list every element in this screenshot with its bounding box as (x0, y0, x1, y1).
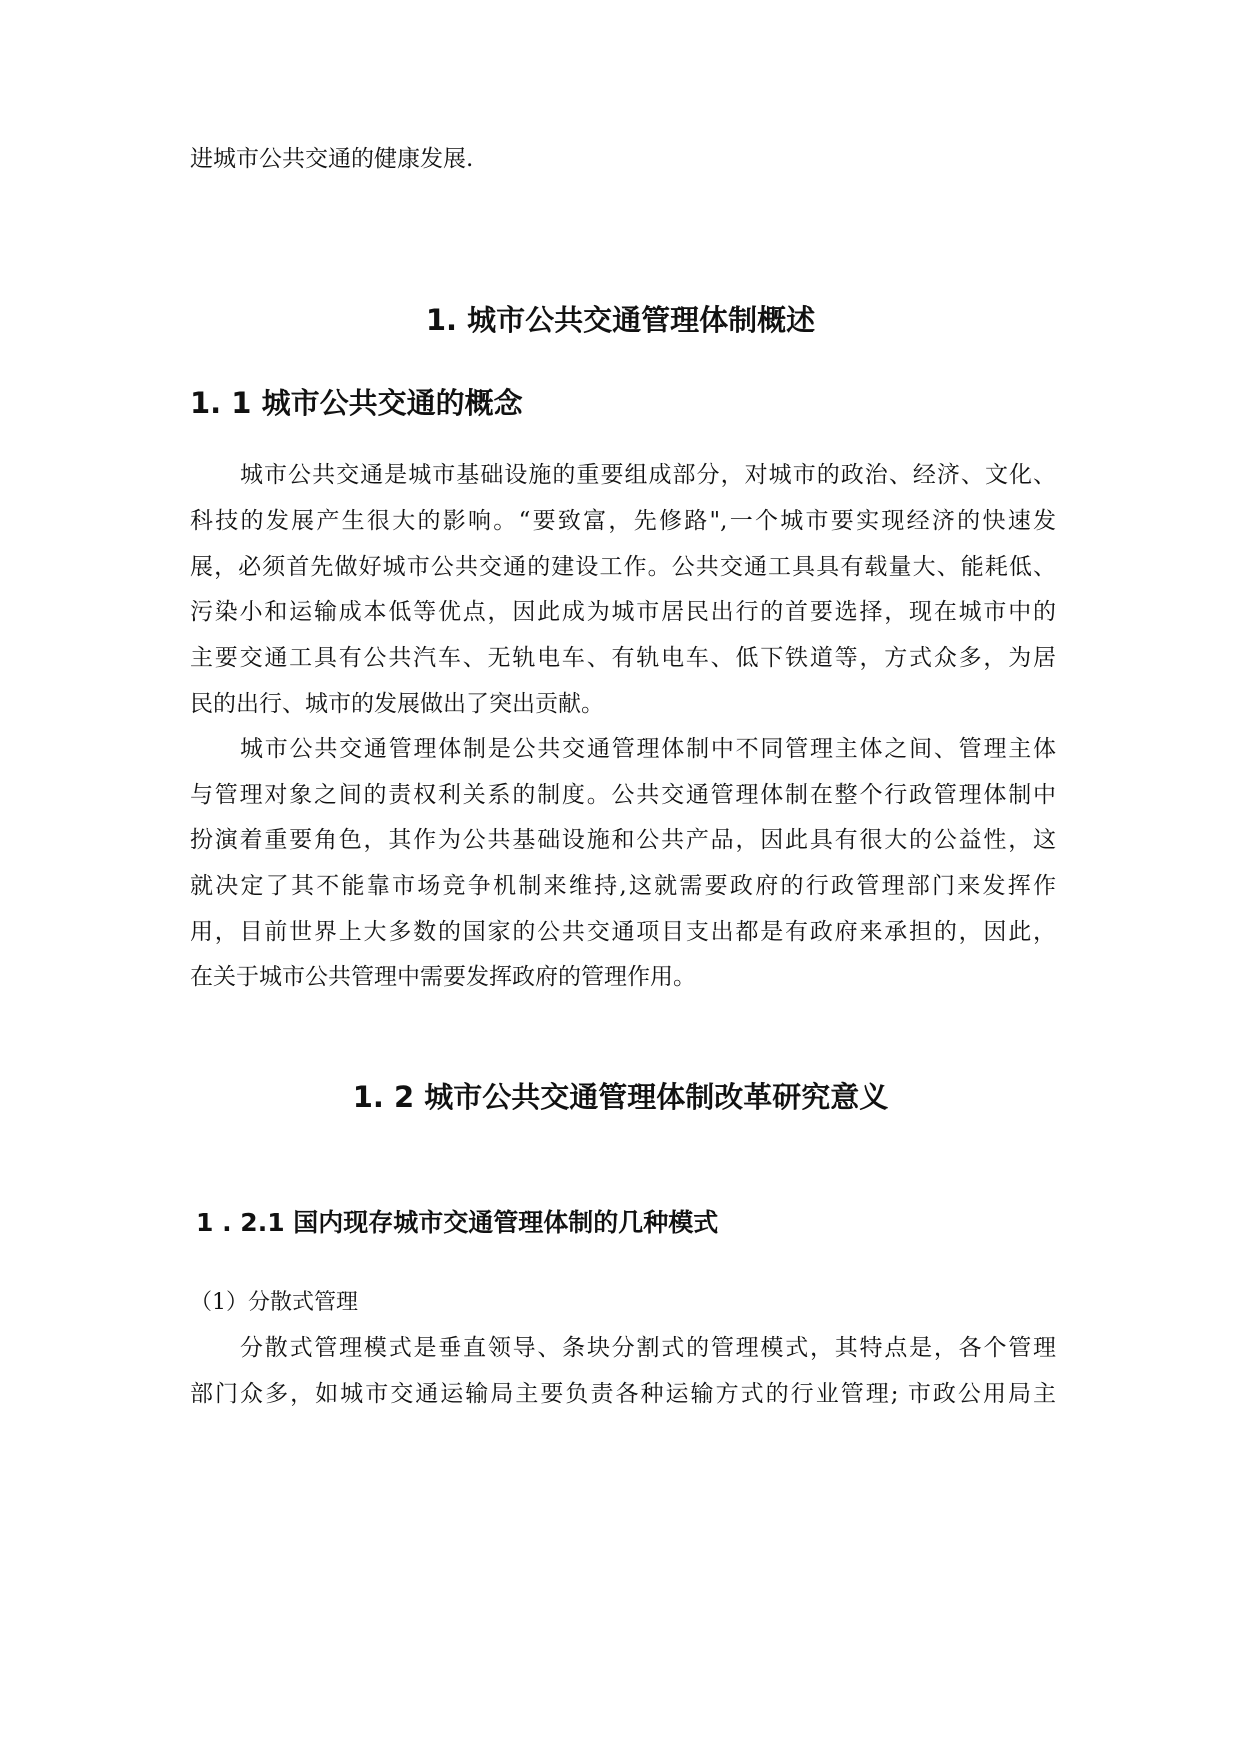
paragraph-line: 用，目前世界上大多数的国家的公共交通项目支出都是有政府来承担的，因此， (190, 919, 1056, 945)
chapter-title: 1. 城市公共交通管理体制概述 (425, 303, 816, 337)
paragraph-line: 展，必须首先做好城市公共交通的建设工作。公共交通工具具有载量大、能耗低、 (190, 554, 1056, 580)
section-1-2-title: 1. 2 城市公共交通管理体制改革研究意义 (352, 1080, 889, 1114)
paragraph-line: 污染小和运输成本低等优点，因此成为城市居民出行的首要选择，现在城市中的 (190, 599, 1056, 625)
paragraph-line: 科技的发展产生很大的影响。“要致富，先修路",一个城市要实现经济的快速发 (190, 508, 1056, 534)
intro-tail-line: 进城市公共交通的健康发展. (190, 146, 474, 172)
paragraph-line: 在关于城市公共管理中需要发挥政府的管理作用。 (190, 964, 696, 990)
paragraph-line: 城市公共交通是城市基础设施的重要组成部分，对城市的政治、经济、文化、 (240, 462, 1056, 488)
paragraph-line: 部门众多，如城市交通运输局主要负责各种运输方式的行业管理; 市政公用局主 (190, 1381, 1056, 1407)
paragraph-line: 扮演着重要角色，其作为公共基础设施和公共产品，因此具有很大的公益性，这 (190, 827, 1056, 853)
paragraph-line: 主要交通工具有公共汽车、无轨电车、有轨电车、低下铁道等，方式众多，为居 (190, 645, 1056, 671)
section-1-1-title: 1. 1 城市公共交通的概念 (190, 386, 523, 420)
paragraph-line: 与管理对象之间的责权利关系的制度。公共交通管理体制在整个行政管理体制中 (190, 782, 1056, 808)
mode-1-label: （1）分散式管理 (190, 1290, 358, 1315)
paragraph-line: 就决定了其不能靠市场竞争机制来维持,这就需要政府的行政管理部门来发挥作 (190, 873, 1056, 899)
section-1-2-1-title: 1 . 2.1 国内现存城市交通管理体制的几种模式 (196, 1208, 719, 1237)
paragraph-line: 分散式管理模式是垂直领导、条块分割式的管理模式，其特点是，各个管理 (240, 1335, 1056, 1361)
paragraph-line: 民的出行、城市的发展做出了突出贡献。 (190, 691, 604, 717)
paragraph-line: 城市公共交通管理体制是公共交通管理体制中不同管理主体之间、管理主体 (240, 736, 1056, 762)
